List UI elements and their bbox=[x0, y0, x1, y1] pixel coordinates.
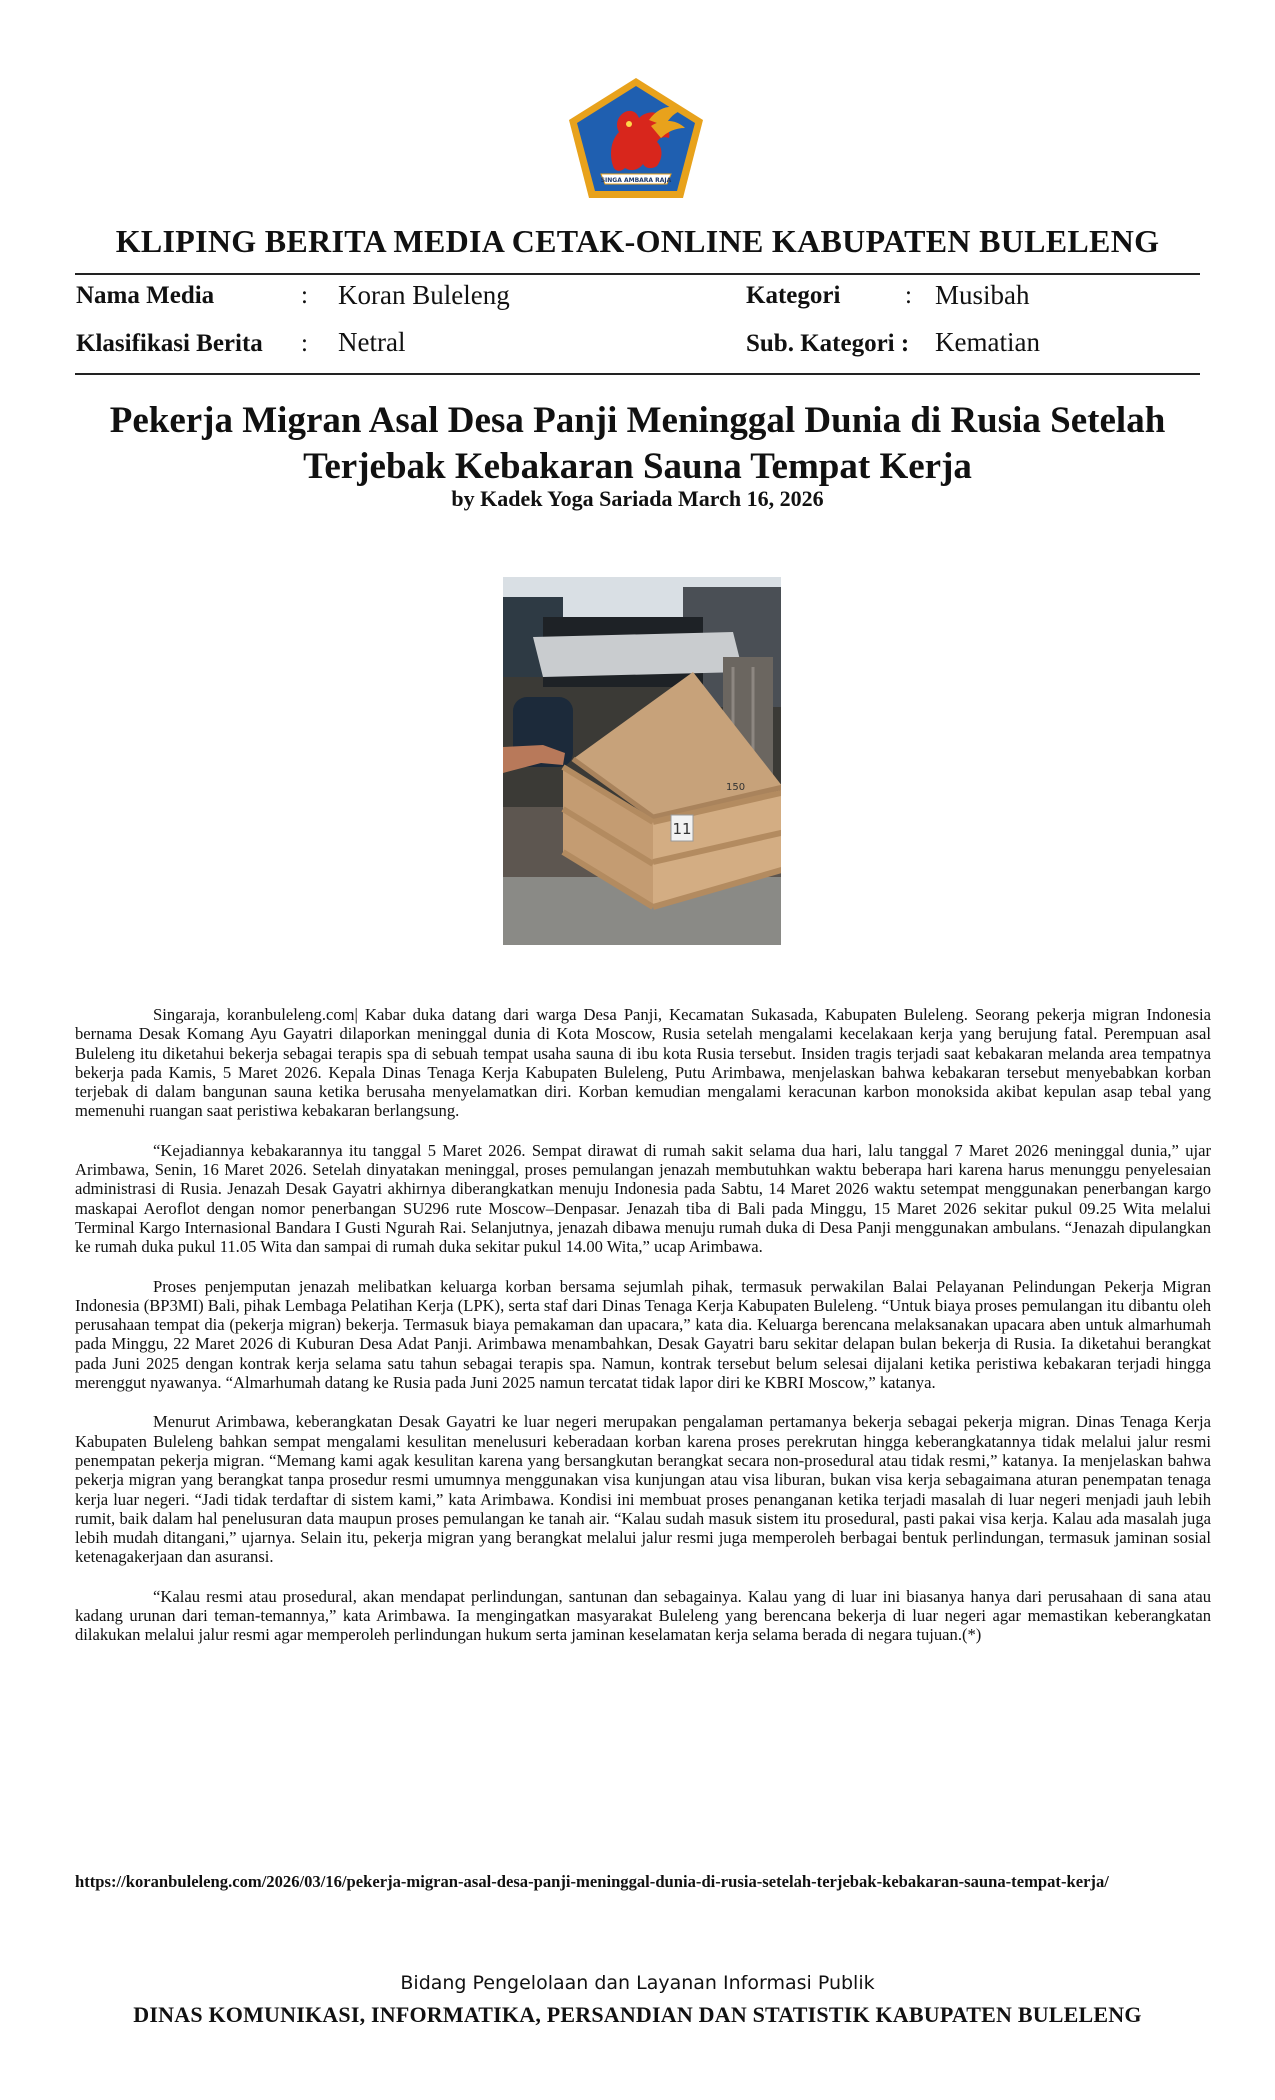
header-divider-top bbox=[75, 273, 1200, 275]
kategori-colon: : bbox=[905, 282, 912, 309]
klasifikasi-colon: : bbox=[301, 330, 308, 357]
article-paragraph-5: “Kalau resmi atau prosedural, akan mendapat perlindungan, santunan dan sebagainya. Kalau yang di luar ini biasanya hanya dari perusahaan di sana atau kadang urunan dari teman-temannya,” kata Arimbawa. Ia mengingatkan masyarakat Buleleng yang berencana bekerja di luar negeri agar memastikan keberangkatan dilakukan melalui jalur resmi agar memperoleh perlindungan hukum serta jaminan keselamatan kerja selama berada di negara tujuan.(*) bbox=[75, 1586, 1211, 1645]
article-title-line-2: Terjebak Kebakaran Sauna Tempat Kerja bbox=[303, 446, 972, 487]
article-body bbox=[75, 1005, 1211, 1665]
footer-title: DINAS KOMUNIKASI, INFORMATIKA, PERSANDIAN DAN STATISTIK KABUPATEN BULELENG bbox=[133, 2002, 1142, 2027]
article-paragraph-3: Proses penjemputan jenazah melibatkan keluarga korban bersama sejumlah pihak, termasuk perwakilan Balai Pelayanan Pelindungan Pekerja Migran Indonesia (BP3MI) Bali, pihak Lembaga Pelatihan Kerja (LPK), serta staf dari Dinas Tenaga Kerja Kabupaten Buleleng. “Untuk biaya proses pemulangan itu dibantu oleh perusahaan tempat dia (pekerja migran) bekerja. Termasuk biaya pemakaman dan upacara,” kata dia. Keluarga berencana melaksanakan upacara aben untuk almarhumah pada Minggu, 22 Maret 2026 di Kuburan Desa Adat Panji. Arimbawa menambahkan, Desak Gayatri baru sekitar delapan bulan bekerja di Rusia. Ia diketahui berangkat pada Juni 2025 dengan kontrak kerja selama satu tahun sebagai terapis spa. Namun, kontrak tersebut belum selesai dijalani ketika peristiwa kebakaran terjadi hingga merenggut nyawanya. “Almarhumah datang ke Rusia pada Juni 2025 namun tercatat tidak lapor diri ke KBRI Moscow,” katanya. bbox=[75, 1276, 1211, 1393]
article-title-line-1: Pekerja Migran Asal Desa Panji Meninggal Dunia di Rusia Setelah bbox=[109, 400, 1166, 441]
header-divider-bottom bbox=[75, 373, 1200, 375]
kategori-value: Musibah bbox=[935, 280, 1030, 310]
svg-text:SINGA AMBARA RAJA: SINGA AMBARA RAJA bbox=[600, 177, 672, 184]
article-paragraph-4: Menurut Arimbawa, keberangkatan Desak Gayatri ke luar negeri merupakan pengalaman pertamanya bekerja sebagai pekerja migran. Dinas Tenaga Kerja Kabupaten Buleleng bahkan sempat mengalami kesulitan menelusuri keberadaan korban karena proses perekrutan hingga keberangkatannya tidak melalui jalur resmi penempatan pekerja migran. “Memang kami agak kesulitan karena yang bersangkutan berangkat secara non-prosedural atau tidak resmi,” katanya. Ia menjelaskan bahwa pekerja migran yang berangkat tanpa prosedur resmi umumnya menggunakan visa kunjungan atau visa liburan, bukan visa kerja sebagaimana aturan penempatan tenaga kerja luar negeri. “Jadi tidak terdaftar di sistem kami,” kata Arimbawa. Kondisi ini membuat proses penanganan ketika terjadi masalah di luar negeri menjadi jauh lebih rumit, baik dalam hal penelusuran data maupun proses pemulangan ke tanah air. “Kalau sudah masuk sistem itu prosedural, pasti pakai visa kerja. Kalau ada masalah juga lebih mudah ditangani,” ujarnya. Selain itu, pekerja migran yang berangkat melalui jalur resmi juga memperoleh berbagai bentuk perlindungan, termasuk jaminan sosial ketenagakerjaan dan asuransi. bbox=[75, 1412, 1211, 1567]
article-paragraph-2: “Kejadiannya kebakarannya itu tanggal 5 Maret 2026. Sempat dirawat di rumah sakit selama dua hari, lalu tanggal 7 Maret 2026 meninggal dunia,” ujar Arimbawa, Senin, 16 Maret 2026. Setelah dinyatakan meninggal, proses pemulangan jenazah membutuhkan waktu beberapa hari karena harus menunggu penyelesaian administrasi di Rusia. Jenazah Desak Gayatri akhirnya diberangkatkan menuju Indonesia pada Sabtu, 14 Maret 2026 waktu setempat menggunakan penerbangan kargo maskapai Aeroflot dengan nomor penerbangan SU296 rute Moscow–Denpasar. Jenazah tiba di Bali pada Minggu, 15 Maret 2026 sekitar pukul 09.25 Wita melalui Terminal Kargo Internasional Bandara I Gusti Ngurah Rai. Selanjutnya, jenazah dibawa menuju rumah duka di Desa Panji menggunakan ambulans. “Jenazah dipulangkan ke rumah duka pukul 11.05 Wita dan sampai di rumah duka sekitar pukul 14.00 Wita,” ucap Arimbawa. bbox=[75, 1140, 1211, 1257]
footer-subtitle: Bidang Pengelolaan dan Layanan Informasi Publik bbox=[400, 1972, 875, 1994]
document-header-title: KLIPING BERITA MEDIA CETAK-ONLINE KABUPATEN BULELENG bbox=[115, 223, 1160, 259]
klasifikasi-label: Klasifikasi Berita bbox=[76, 330, 263, 357]
media-value: Koran Buleleng bbox=[338, 280, 510, 310]
article-source-url: https://koranbuleleng.com/2026/03/16/pekerja-migran-asal-desa-panji-meninggal-dunia-di-rusia-setelah-terjebak-kebakaran-sauna-tempat-kerja/ bbox=[75, 1872, 1109, 1891]
klasifikasi-value: Netral bbox=[338, 327, 406, 357]
crate-number-label: 11 bbox=[672, 820, 692, 838]
subkategori-label: Sub. Kategori : bbox=[746, 330, 910, 357]
article-byline: by Kadek Yoga Sariada March 16, 2026 bbox=[451, 486, 824, 511]
article-photo bbox=[503, 577, 781, 945]
media-colon: : bbox=[301, 282, 308, 309]
article-paragraph-1: Singaraja, koranbuleleng.com| Kabar duka datang dari warga Desa Panji, Kecamatan Sukasada, Kabupaten Buleleng. Seorang pekerja migran Indonesia bernama Desak Komang Ayu Gayatri dilaporkan meninggal dunia di Kota Moscow, Rusia setelah mengalami kecelakaan kerja yang berujung fatal. Perempuan asal Buleleng itu diketahui bekerja sebagai terapis spa di sebuah tempat usaha sauna di ibu kota Rusia tersebut. Insiden tragis terjadi saat kebakaran melanda area tempatnya bekerja pada Kamis, 5 Maret 2026. Kepala Dinas Tenaga Kerja Kabupaten Buleleng, Putu Arimbawa, menjelaskan bahwa kebakaran tersebut menyebabkan korban terjebak di dalam bangunan sauna ketika berusaha menyelamatkan diri. Korban kemudian mengalami keracunan karbon monoksida akibat kepulan asap tebal yang memenuhi ruangan saat peristiwa kebakaran berlangsung. bbox=[75, 1005, 1211, 1121]
media-label: Nama Media bbox=[76, 282, 215, 309]
subkategori-value: Kematian bbox=[935, 327, 1040, 357]
crate-marking: 150 bbox=[726, 782, 746, 793]
kategori-label: Kategori bbox=[746, 282, 841, 309]
buleleng-emblem-logo bbox=[565, 76, 707, 202]
article-title bbox=[80, 398, 1195, 490]
